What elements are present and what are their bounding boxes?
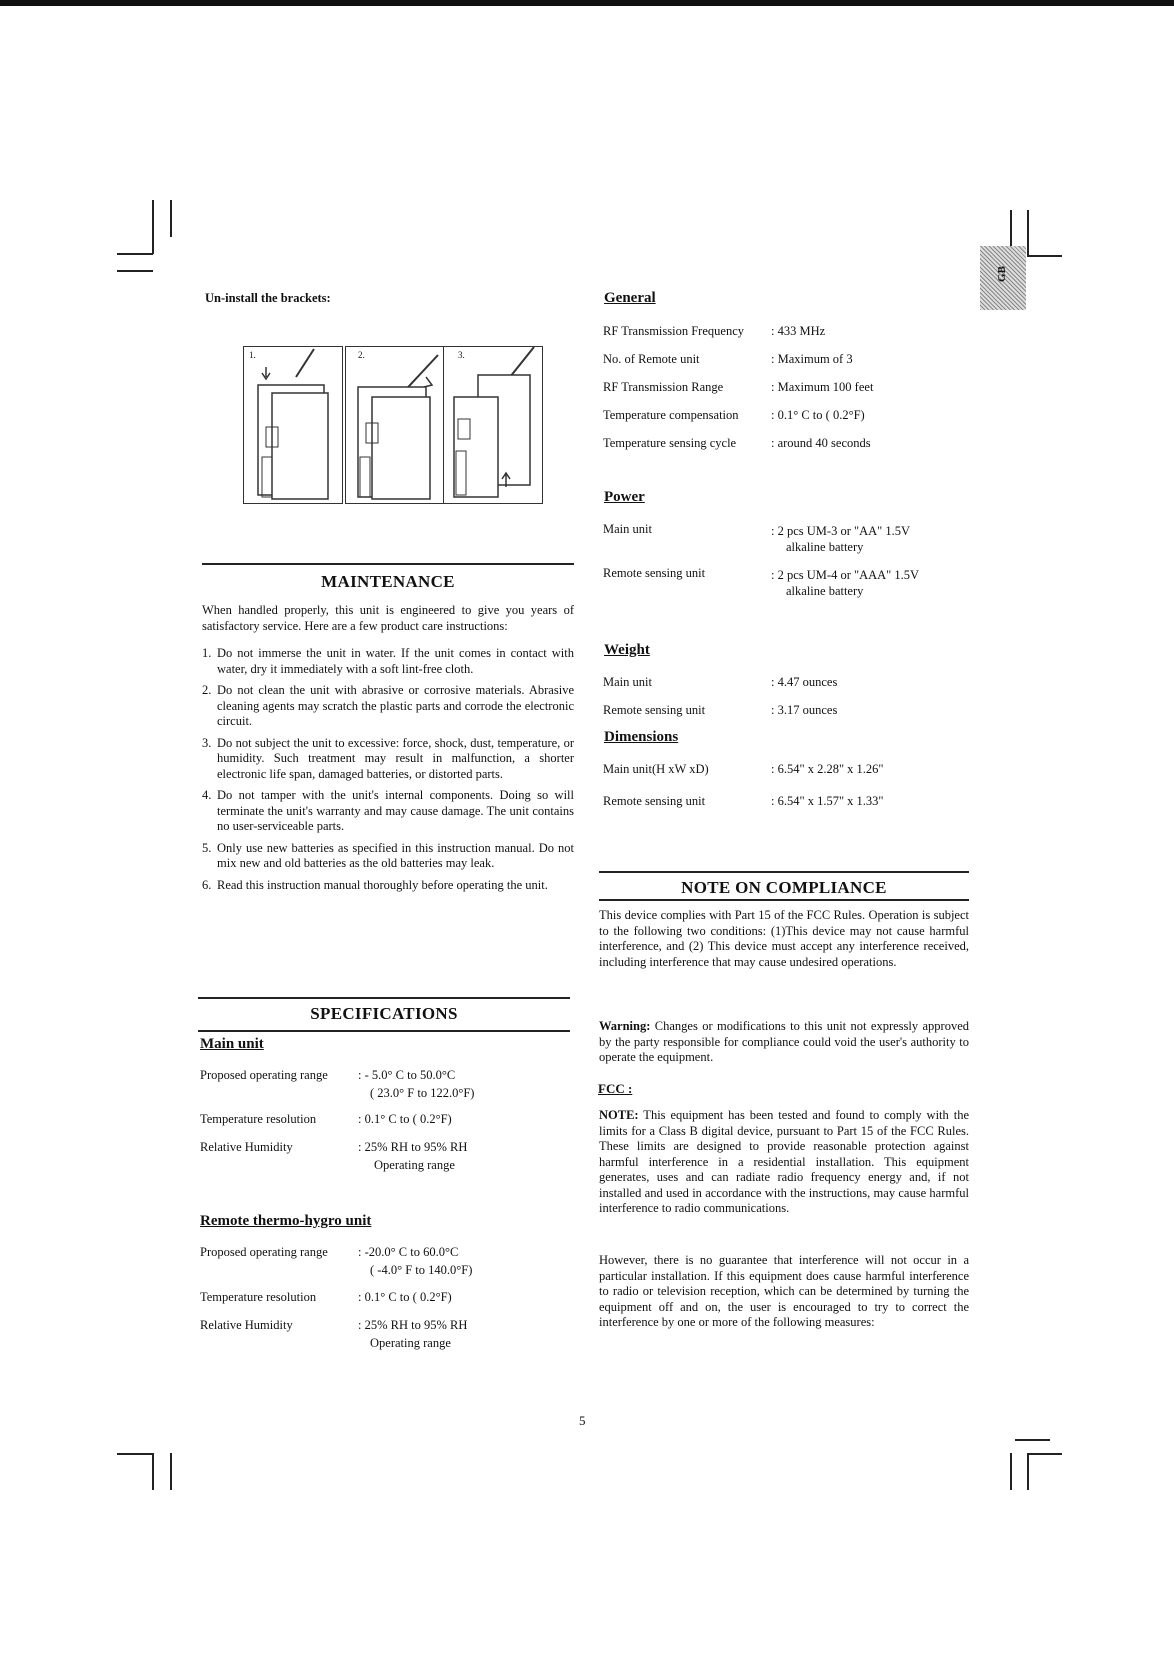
note-label: NOTE: (599, 1108, 639, 1122)
spec-row: Proposed operating range : -20.0° C to 60.0°C ( -4.0° F to 140.0°F) (200, 1245, 473, 1277)
figure-step-3: 3. (458, 350, 465, 360)
crop-mark (1015, 1439, 1050, 1441)
compliance-rule (599, 871, 969, 873)
crop-mark (1027, 1453, 1062, 1455)
warning-label: Warning: (599, 1019, 651, 1033)
language-tab-label: GB (995, 266, 1008, 282)
remote-unit-title: Remote thermo-hygro unit (200, 1213, 372, 1229)
power-table: Main unit : 2 pcs UM-3 or "AA" 1.5V alkaline battery Remote sensing unit : 2 pcs UM-4 or "AAA" 1.5V alkaline battery (603, 522, 920, 598)
list-item: 1. Do not immerse the unit in water. If the unit comes in contact with water, dry it immediately with a soft lint-free cloth. (202, 646, 574, 676)
uninstall-title: Un-install the brackets: (205, 291, 331, 305)
list-item: 5. Only use new batteries as specified in this instruction manual. Do not mix new and old batteries as the old batteries may leak. (202, 840, 574, 870)
dimensions-title: Dimensions (604, 729, 679, 745)
bracket-illustration-1 (244, 347, 342, 503)
specifications-title: SPECIFICATIONS (310, 1004, 458, 1023)
crop-mark (152, 1453, 154, 1490)
maintenance-list (202, 646, 574, 899)
warning-text: Changes or modifications to this unit not expressly approved by the party responsible for compliance could void the user's authority to operate the equipment. (599, 1019, 969, 1064)
compliance-paragraph: This device complies with Part 15 of the FCC Rules. Operation is subject to the following two conditions: (1)This device may not cause harmful interference, and (2) This device must accept any interference received, including interference that may cause undesired operations. (599, 908, 969, 969)
compliance-title: NOTE ON COMPLIANCE (681, 878, 887, 897)
figure-step-2: 2. (358, 350, 365, 360)
fcc-title: FCC : (598, 1081, 633, 1096)
spec-row: Temperature resolution : 0.1° C to ( 0.2°F) (200, 1290, 452, 1304)
general-title: General (604, 290, 656, 306)
specifications-rule-top (198, 997, 570, 999)
crop-mark (170, 1453, 172, 1490)
list-item: 3. Do not subject the unit to excessive: force, shock, dust, temperature, or humidity. Such treatment may result in malfunction, a shorter electronic life span, damaged batteries, or distorted parts. (202, 735, 574, 781)
bracket-figure-3 (443, 346, 543, 504)
bracket-illustration-3 (444, 347, 542, 503)
list-item: 6. Read this instruction manual thoroughly before operating the unit. (202, 877, 548, 892)
language-tab (980, 246, 1026, 310)
crop-mark (117, 270, 153, 272)
figure-step-1: 1. (249, 350, 256, 360)
crop-mark (1027, 255, 1062, 257)
main-unit-title: Main unit (200, 1036, 264, 1052)
list-item: 4. Do not tamper with the unit's internal components. Doing so will terminate the unit's warranty and may cause damage. The unit contains no user-serviceable parts. (202, 788, 574, 833)
spec-row: Proposed operating range : - 5.0° C to 50.0°C ( 23.0° F to 122.0°F) (200, 1068, 475, 1100)
crop-mark (170, 200, 172, 237)
maintenance-rule (202, 563, 574, 565)
warning-paragraph (599, 1019, 969, 1066)
maintenance-title: MAINTENANCE (321, 572, 455, 591)
bracket-figure-1 (243, 346, 343, 504)
weight-title: Weight (604, 642, 650, 658)
page-number: 5 (579, 1413, 586, 1428)
spec-row: Relative Humidity : 25% RH to 95% RH Operating range (200, 1140, 468, 1172)
general-table: RF Transmission Frequency : 433 MHz No. of Remote unit : Maximum of 3 RF Transmission Range : Maximum 100 feet Temperature compensation : 0.1° C to ( 0.2°F) Temperature sensing cycle : around 40 seconds (603, 324, 874, 450)
specifications-rule-bottom (198, 1030, 570, 1032)
guarantee-paragraph: However, there is no guarantee that interference will not occur in a particular installation. If this equipment does cause harmful interference to radio or television reception, which can be determined by turning the equipment off and on, the user is encouraged to try to correct the interference by one or more of the following measures: (599, 1253, 969, 1329)
bracket-illustration-2 (346, 347, 444, 503)
list-item: 2. Do not clean the unit with abrasive or corrosive materials. Abrasive cleaning agents may scratch the plastic parts and corrode the electronic circuit. (202, 683, 574, 728)
bracket-figure-2 (345, 346, 445, 504)
fcc-note (599, 1108, 969, 1217)
crop-mark (1027, 210, 1029, 255)
top-border (0, 0, 1174, 6)
spec-row: Relative Humidity : 25% RH to 95% RH Operating range (200, 1318, 468, 1350)
crop-mark (1027, 1453, 1029, 1490)
crop-mark (117, 1453, 153, 1455)
dimensions-table: Main unit(H xW xD) : 6.54" x 2.28" x 1.26" Remote sensing unit : 6.54" x 1.57" x 1.33" (603, 762, 884, 808)
note-text: This equipment has been tested and found to comply with the limits for a Class B digital device, pursuant to Part 15 of the FCC Rules. These limits are designed to provide reasonable protection against harmful interference in a residential installation. This equipment generates, uses and can radiate radio frequency energy and, if not installed and used in accordance with the instructions, may cause harmful interference to radio communications. (599, 1108, 969, 1215)
weight-table: Main unit : 4.47 ounces Remote sensing unit : 3.17 ounces (603, 675, 838, 717)
spec-row: Temperature resolution : 0.1° C to ( 0.2°F) (200, 1112, 452, 1126)
crop-mark (117, 253, 153, 255)
crop-mark (152, 200, 154, 254)
compliance-rule-bottom (599, 899, 969, 901)
power-title: Power (604, 489, 645, 505)
crop-mark (1010, 1453, 1012, 1490)
maintenance-intro: When handled properly, this unit is engineered to give you years of satisfactory service. Here are a few product care instructions: (202, 603, 574, 633)
